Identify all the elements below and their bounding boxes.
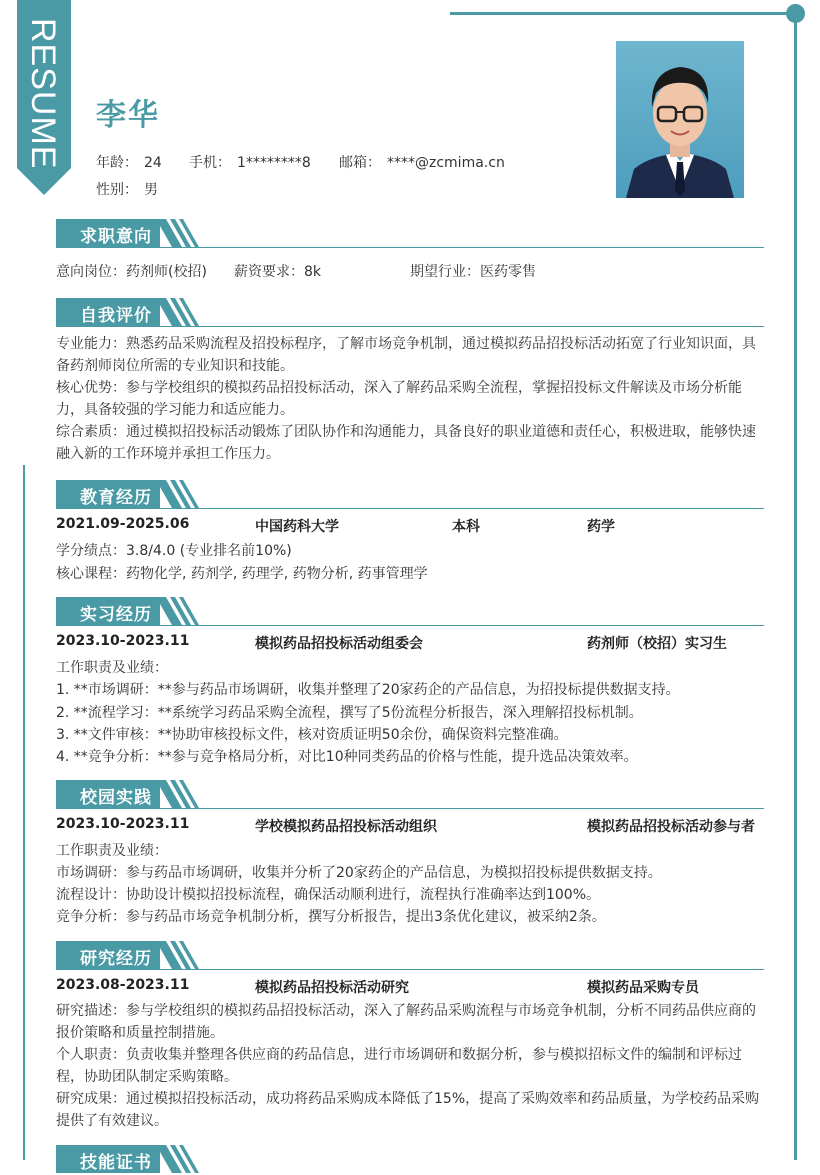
section-title: 技能证书: [80, 1153, 152, 1173]
section-campus-header: [56, 780, 764, 810]
list-item: 市场调研：参与药品市场调研，收集并分析了20家药企的产品信息，为模拟招投标提供数据支持。: [56, 865, 662, 881]
profile-photo: [616, 41, 744, 198]
avatar-icon: [616, 41, 744, 198]
edu-major: 药学: [587, 519, 615, 535]
candidate-name: 李华: [96, 98, 160, 133]
edu-school: 中国药科大学: [255, 519, 339, 535]
self-strength: 核心优势：参与学校组织的模拟药品招投标活动，深入了解药品采购全流程，掌握招投标文件解读及市场分析能力，具备较强的学习能力和适应能力。: [56, 380, 742, 418]
research-org: 模拟药品招投标活动研究: [255, 980, 409, 996]
section-title: 研究经历: [80, 949, 152, 969]
research-duty: 个人职责：负责收集并整理各供应商的药品信息，进行市场调研和数据分析，参与模拟招标文件的编制和评标过程，协助团队制定采购策略。: [56, 1047, 742, 1085]
intern-date: 2023.10-2023.11: [56, 633, 190, 649]
intern-org: 模拟药品招投标活动组委会: [255, 636, 423, 652]
left-deco-line: [23, 465, 25, 1160]
list-item: 1. **市场调研：**参与药品市场调研，收集并整理了20家药企的产品信息，为招投标提供数据支持。: [56, 682, 680, 698]
campus-lead: 工作职责及业绩：: [56, 843, 168, 859]
section-research-header: [56, 941, 764, 971]
campus-org: 学校模拟药品招投标活动组织: [255, 819, 437, 835]
research-result: 研究成果：通过模拟招投标活动，成功将药品采购成本降低了15%，提高了采购效率和药品质量，为学校药品采购提供了有效建议。: [56, 1091, 760, 1129]
edu-gpa: 学分绩点：3.8/4.0 (专业排名前10%): [56, 543, 292, 559]
email-info: 邮箱： ****@zcmima.cn: [339, 155, 505, 171]
section-title: 求职意向: [80, 227, 152, 247]
intern-role: 药剂师（校招）实习生: [587, 636, 727, 652]
self-quality: 综合素质：通过模拟招投标活动锻炼了团队协作和沟通能力，具备良好的职业道德和责任心，积极进取，能够快速融入新的工作环境并承担工作压力。: [56, 424, 756, 462]
section-title: 实习经历: [80, 605, 152, 625]
campus-role: 模拟药品招投标活动参与者: [587, 819, 755, 835]
phone-info: 手机： 1********8: [189, 155, 311, 171]
campus-date: 2023.10-2023.11: [56, 816, 190, 832]
edu-date: 2021.09-2025.06: [56, 516, 190, 532]
age-info: 年龄： 24: [96, 155, 162, 171]
edu-courses: 核心课程：药物化学, 药剂学, 药理学, 药物分析, 药事管理学: [56, 566, 428, 582]
ribbon-tip: [17, 168, 71, 195]
section-self-header: [56, 298, 764, 328]
list-item: 流程设计：协助设计模拟招投标流程，确保活动顺利进行，流程执行准确率达到100%。: [56, 887, 601, 903]
section-title: 校园实践: [80, 788, 152, 808]
list-item: 竞争分析：参与药品市场竞争机制分析，撰写分析报告，提出3条优化建议，被采纳2条。: [56, 909, 606, 925]
self-professional: 专业能力：熟悉药品采购流程及招投标程序，了解市场竞争机制，通过模拟药品招投标活动拓宽了行业知识面，具备药剂师岗位所需的专业知识和技能。: [56, 336, 756, 374]
ribbon-text: RESUME: [24, 18, 62, 170]
intent-position: 意向岗位：药剂师(校招): [56, 264, 207, 280]
research-date: 2023.08-2023.11: [56, 977, 190, 993]
research-description: 研究描述：参与学校组织的模拟药品招投标活动，深入了解药品采购流程与市场竞争机制，分析不同药品供应商的报价策略和质量控制措施。: [56, 1003, 756, 1041]
gender-info: 性别： 男: [96, 182, 158, 198]
right-deco-line: [794, 13, 797, 1160]
list-item: 2. **流程学习：**系统学习药品采购全流程，撰写了5份流程分析报告，深入理解招投标机制。: [56, 705, 643, 721]
intent-salary: 薪资要求：8k: [234, 264, 322, 280]
section-skills-header: [56, 1145, 764, 1175]
top-deco-line: [450, 12, 796, 15]
list-item: 4. **竞争分析：**参与竞争格局分析，对比10种同类药品的价格与性能，提升选品决策效率。: [56, 749, 638, 765]
section-title: 自我评价: [80, 306, 152, 326]
section-title: 教育经历: [80, 488, 152, 508]
research-role: 模拟药品采购专员: [587, 980, 699, 996]
intent-industry: 期望行业：医药零售: [410, 264, 536, 280]
intern-lead: 工作职责及业绩：: [56, 660, 168, 676]
section-edu-header: [56, 480, 764, 510]
list-item: 3. **文件审核：**协助审核投标文件，核对资质证明50余份，确保资料完整准确。: [56, 727, 568, 743]
section-intent-header: [56, 219, 764, 249]
edu-degree: 本科: [452, 519, 480, 535]
section-intern-header: [56, 597, 764, 627]
